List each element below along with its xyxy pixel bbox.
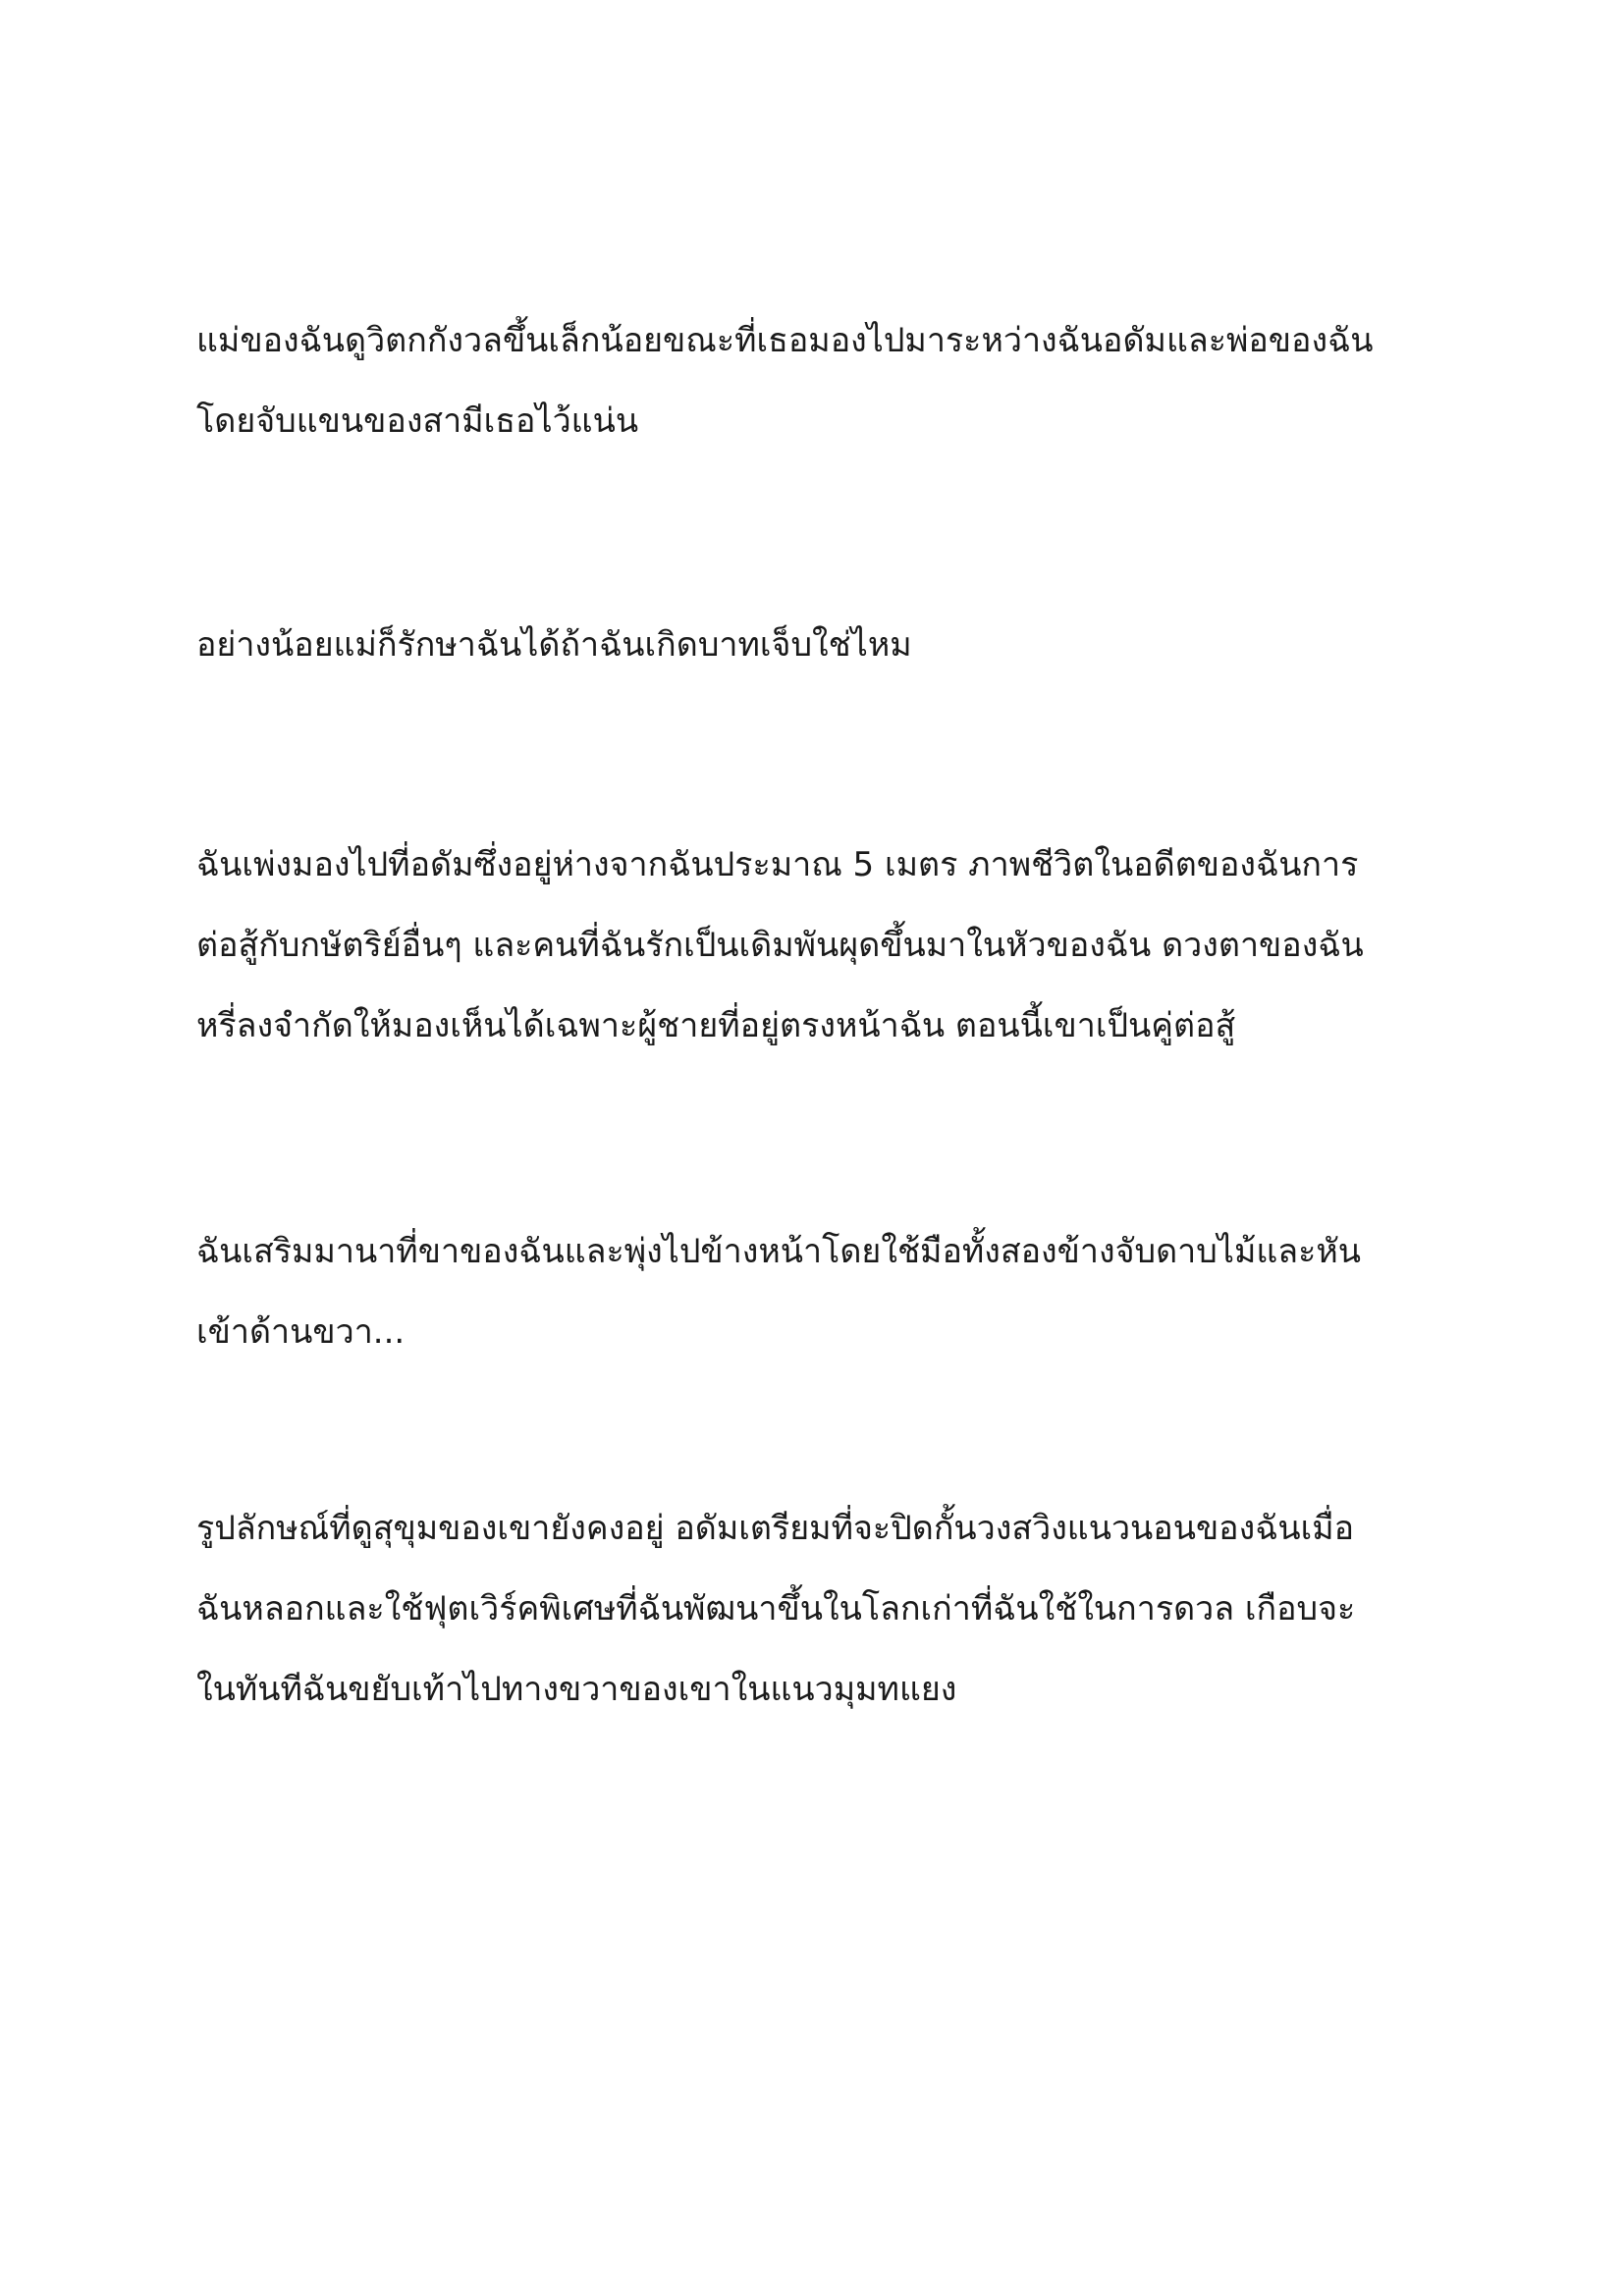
paragraph-3 bbox=[196, 825, 1434, 1066]
paragraph-line: ฉันเพ่งมองไปที่อดัมซึ่งอยู่ห่างจากฉันประมาณ 5 เมตร ภาพชีวิตในอดีตของฉันการ bbox=[196, 845, 1359, 884]
paragraph-line: อย่างน้อยแม่ก็รักษาฉันได้ถ้าฉันเกิดบาทเจ็บใช่ไหม bbox=[196, 625, 912, 665]
paragraph-5 bbox=[196, 1488, 1434, 1730]
paragraph-1 bbox=[196, 300, 1434, 461]
paragraph-4 bbox=[196, 1211, 1434, 1372]
paragraph-line: แม่ของฉันดูวิตกกังวลขึ้นเล็กน้อยขณะที่เธอมองไปมาระหว่างฉันอดัมและพ่อของฉัน bbox=[196, 321, 1374, 360]
paragraph-line: ฉันเสริมมานาที่ขาของฉันและพุ่งไปข้างหน้าโดยใช้มือทั้งสองข้างจับดาบไม้และหัน bbox=[196, 1232, 1362, 1271]
paragraph-line: รูปลักษณ์ที่ดูสุขุมของเขายังคงอยู่ อดัมเตรียมที่จะปิดกั้นวงสวิงแนวนอนของฉันเมื่อ bbox=[196, 1509, 1355, 1548]
paragraph-line: ต่อสู้กับกษัตริย์อื่นๆ และคนที่ฉันรักเป็นเดิมพันผุดขึ้นมาในหัวของฉัน ดวงตาของฉัน bbox=[196, 926, 1364, 965]
paragraph-line: ในทันทีฉันขยับเท้าไปทางขวาของเขาในแนวมุมทแยง bbox=[196, 1670, 957, 1709]
paragraph-line: โดยจับแขนของสามีเธอไว้แน่น bbox=[196, 401, 639, 441]
paragraph-line: เข้าด้านขวา... bbox=[196, 1312, 406, 1352]
paragraph-line: หรี่ลงจำกัดให้มองเห็นได้เฉพาะผู้ชายที่อยู่ตรงหน้าฉัน ตอนนี้เขาเป็นคู่ต่อสู้ bbox=[196, 1006, 1236, 1045]
paragraph-2 bbox=[196, 605, 1434, 685]
paragraph-line: ฉันหลอกและใช้ฟุตเวิร์คพิเศษที่ฉันพัฒนาขึ้นในโลกเก่าที่ฉันใช้ในการดวล เกือบจะ bbox=[196, 1589, 1356, 1629]
